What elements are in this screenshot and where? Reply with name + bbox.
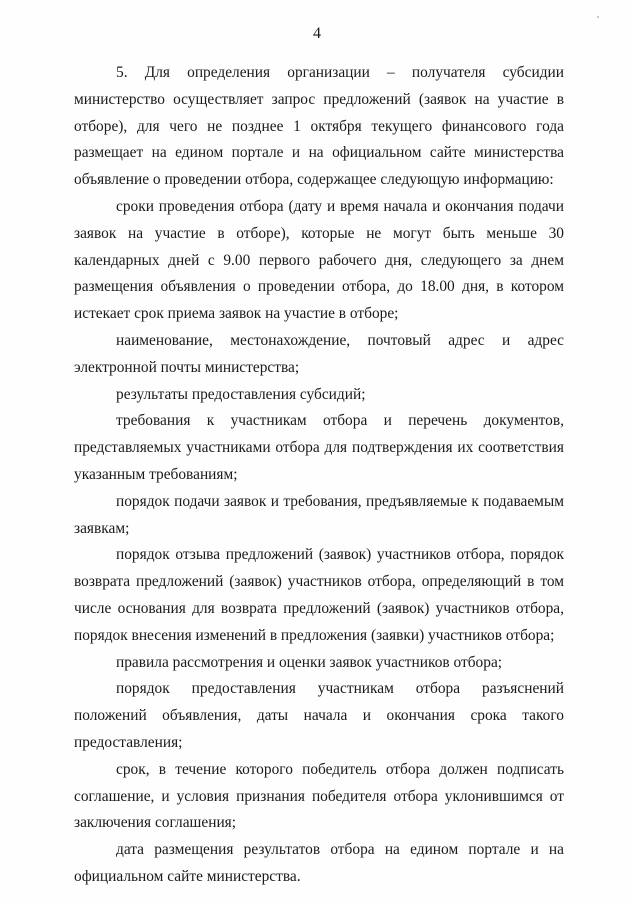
scan-speck [597,16,599,18]
paragraph-1: 5. Для определения организации – получателя субсидии министерство осуществляет запрос предложений (заявок на участие в отборе), для чего не позднее 1 октября текущего финансового года размещает на едином портале и на официальном сайте министерства объявление о проведении отбора, содержащее следующую информацию: [74,64,564,189]
document-body [74,60,564,891]
paragraph-4: результаты предоставления субсидий; [116,385,366,403]
paragraph-9: порядок предоставления участникам отбора разъяснений положений объявления, даты начала и окончания срока такого предоставления; [74,680,564,751]
paragraph-10: срок, в течение которого победитель отбора должен подписать соглашение, и условия признания победителя отбора уклонившимся от заключения соглашения; [74,760,564,832]
paragraph-11: дата размещения результатов отбора на едином портале и на официальном сайте министерства. [74,841,564,885]
paragraph-7: порядок отзыва предложений (заявок) участников отбора, порядок возврата предложений (заявок) участников отбора, определяющий в том числе основания для возврата предложений (заявок) участников отбора, порядок внесения изменений в предложения (заявки) участников отбора; [74,546,564,644]
paragraph-2: сроки проведения отбора (дату и время начала и окончания подачи заявок на участие в отборе), которые не могут быть меньше 30 календарных дней с 9.00 первого рабочего дня, следующего за днем размещения объявления о проведении отбора, до 18.00 дня, в котором истекает срок приема заявок на участие в отборе; [74,197,564,323]
paragraph-3: наименование, местонахождение, почтовый адрес и адрес электронной почты министерства; [74,331,564,376]
paragraph-8: правила рассмотрения и оценки заявок участников отбора; [116,653,503,671]
page-number: 4 [313,25,321,42]
paragraph-6: порядок подачи заявок и требования, предъявляемые к подаваемым заявкам; [74,492,564,537]
paragraph-5: требования к участникам отбора и перечень документов, представляемых участниками отбора для подтверждения их соответствия указанным требованиям; [74,412,564,483]
